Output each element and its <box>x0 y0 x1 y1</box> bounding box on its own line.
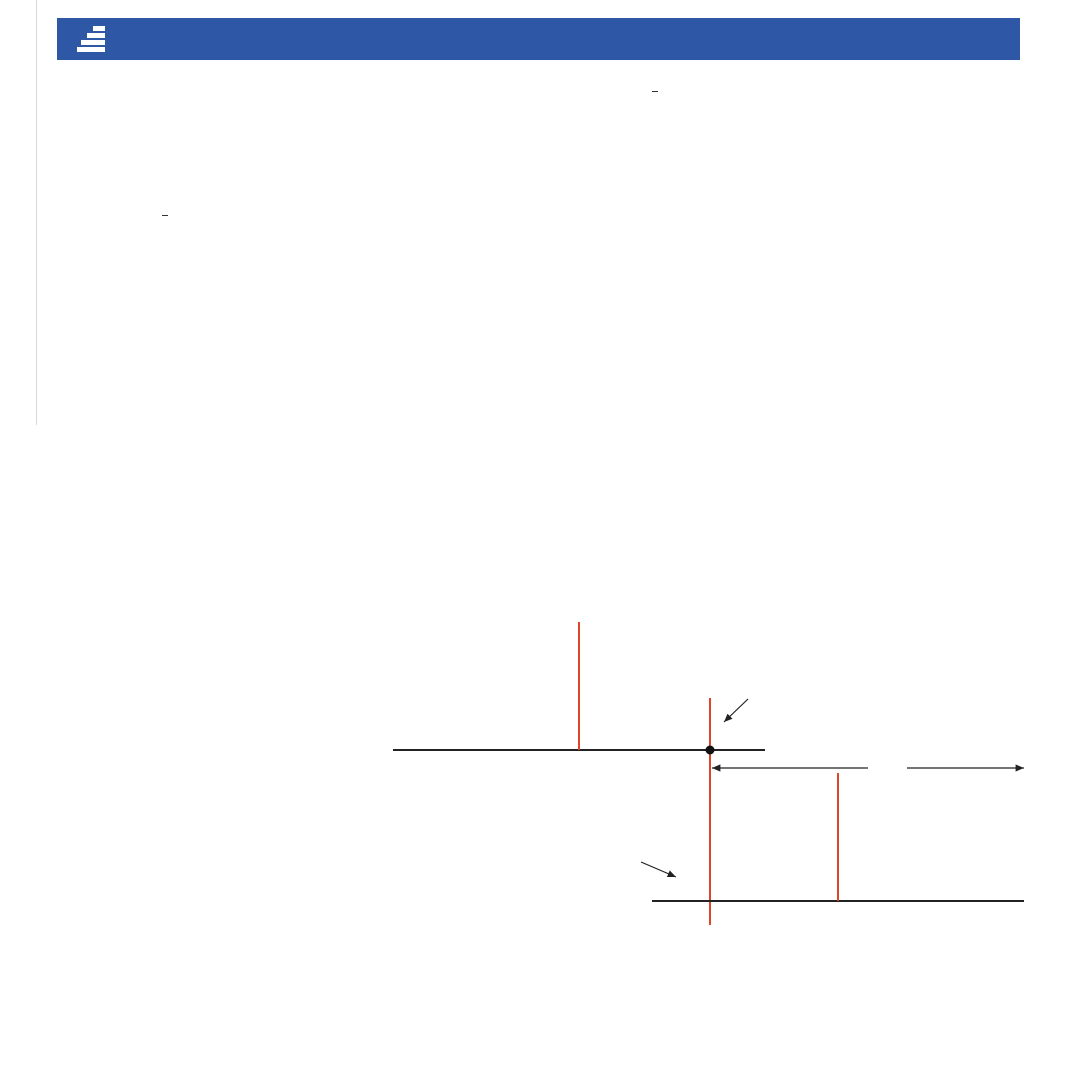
critical-value-point <box>706 746 715 755</box>
alpha-pointer <box>724 699 748 722</box>
beta-pointer <box>641 862 676 877</box>
